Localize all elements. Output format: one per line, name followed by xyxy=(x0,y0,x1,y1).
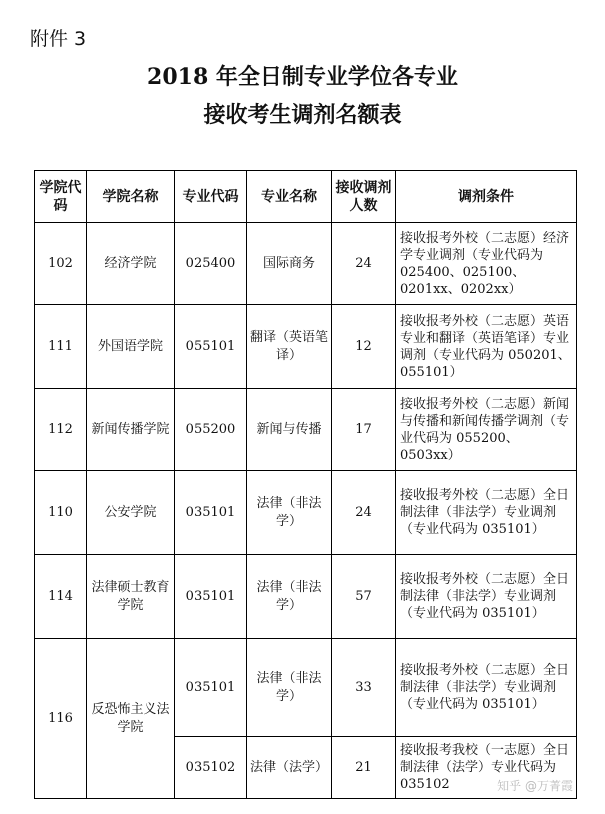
major-name: 新闻与传播 xyxy=(247,389,332,471)
major-name: 国际商务 xyxy=(247,223,332,305)
college-name: 法律硕士教育学院 xyxy=(87,555,175,639)
college-name: 新闻传播学院 xyxy=(87,389,175,471)
major-code: 055101 xyxy=(175,305,247,389)
count: 24 xyxy=(332,223,396,305)
table-row xyxy=(35,305,577,389)
title-line-1: 2018 年全日制专业学位各专业 xyxy=(147,64,458,90)
condition: 接收报考我校（一志愿）全日制法律（法学）专业代码为 035102 xyxy=(396,737,577,799)
header-major-name: 专业名称 xyxy=(247,171,332,223)
condition: 接收报考外校（二志愿）新闻与传播和新闻传播学调剂（专业代码为 055200、0503xx） xyxy=(396,389,577,471)
major-name: 法律（非法学） xyxy=(247,471,332,555)
header-count: 接收调剂人数 xyxy=(332,171,396,223)
major-code: 025400 xyxy=(175,223,247,305)
condition: 接收报考外校（二志愿）全日制法律（非法学）专业调剂（专业代码为 035101） xyxy=(396,639,577,737)
college-code: 111 xyxy=(35,305,87,389)
count: 12 xyxy=(332,305,396,389)
college-code: 114 xyxy=(35,555,87,639)
major-name: 翻译（英语笔译） xyxy=(247,305,332,389)
college-name: 经济学院 xyxy=(87,223,175,305)
table-row xyxy=(35,223,577,305)
major-code: 035101 xyxy=(175,639,247,737)
major-name: 法律（法学） xyxy=(247,737,332,799)
major-code: 055200 xyxy=(175,389,247,471)
table-row xyxy=(35,639,577,737)
header-major-code: 专业代码 xyxy=(175,171,247,223)
college-code: 110 xyxy=(35,471,87,555)
header-college-name: 学院名称 xyxy=(87,171,175,223)
major-name: 法律（非法学） xyxy=(247,639,332,737)
college-code: 112 xyxy=(35,389,87,471)
major-code: 035101 xyxy=(175,555,247,639)
watermark: 知乎 @万菁霞 xyxy=(497,779,573,793)
header-condition: 调剂条件 xyxy=(396,171,577,223)
condition: 接收报考外校（二志愿）全日制法律（非法学）专业调剂（专业代码为 035101） xyxy=(396,471,577,555)
count: 21 xyxy=(332,737,396,799)
college-name: 公安学院 xyxy=(87,471,175,555)
attachment-label: 附件 3 xyxy=(30,28,87,50)
condition: 接收报考外校（二志愿）英语专业和翻译（英语笔译）专业调剂（专业代码为 050201、055101） xyxy=(396,305,577,389)
count: 24 xyxy=(332,471,396,555)
table-row xyxy=(35,555,577,639)
table-header-row xyxy=(35,171,577,223)
table-row xyxy=(35,471,577,555)
college-name: 反恐怖主义法学院 xyxy=(87,639,175,799)
count: 33 xyxy=(332,639,396,737)
college-code: 102 xyxy=(35,223,87,305)
count: 17 xyxy=(332,389,396,471)
quota-table xyxy=(34,170,577,799)
condition: 接收报考外校（二志愿）经济学专业调剂（专业代码为 025400、025100、0201xx、0202xx） xyxy=(396,223,577,305)
table-row xyxy=(35,389,577,471)
title-line-2: 接收考生调剂名额表 xyxy=(203,102,402,128)
count: 57 xyxy=(332,555,396,639)
major-code: 035101 xyxy=(175,471,247,555)
condition: 接收报考外校（二志愿）全日制法律（非法学）专业调剂（专业代码为 035101） xyxy=(396,555,577,639)
header-college-code: 学院代码 xyxy=(35,171,87,223)
major-code: 035102 xyxy=(175,737,247,799)
college-name: 外国语学院 xyxy=(87,305,175,389)
college-code: 116 xyxy=(35,639,87,799)
major-name: 法律（非法学） xyxy=(247,555,332,639)
